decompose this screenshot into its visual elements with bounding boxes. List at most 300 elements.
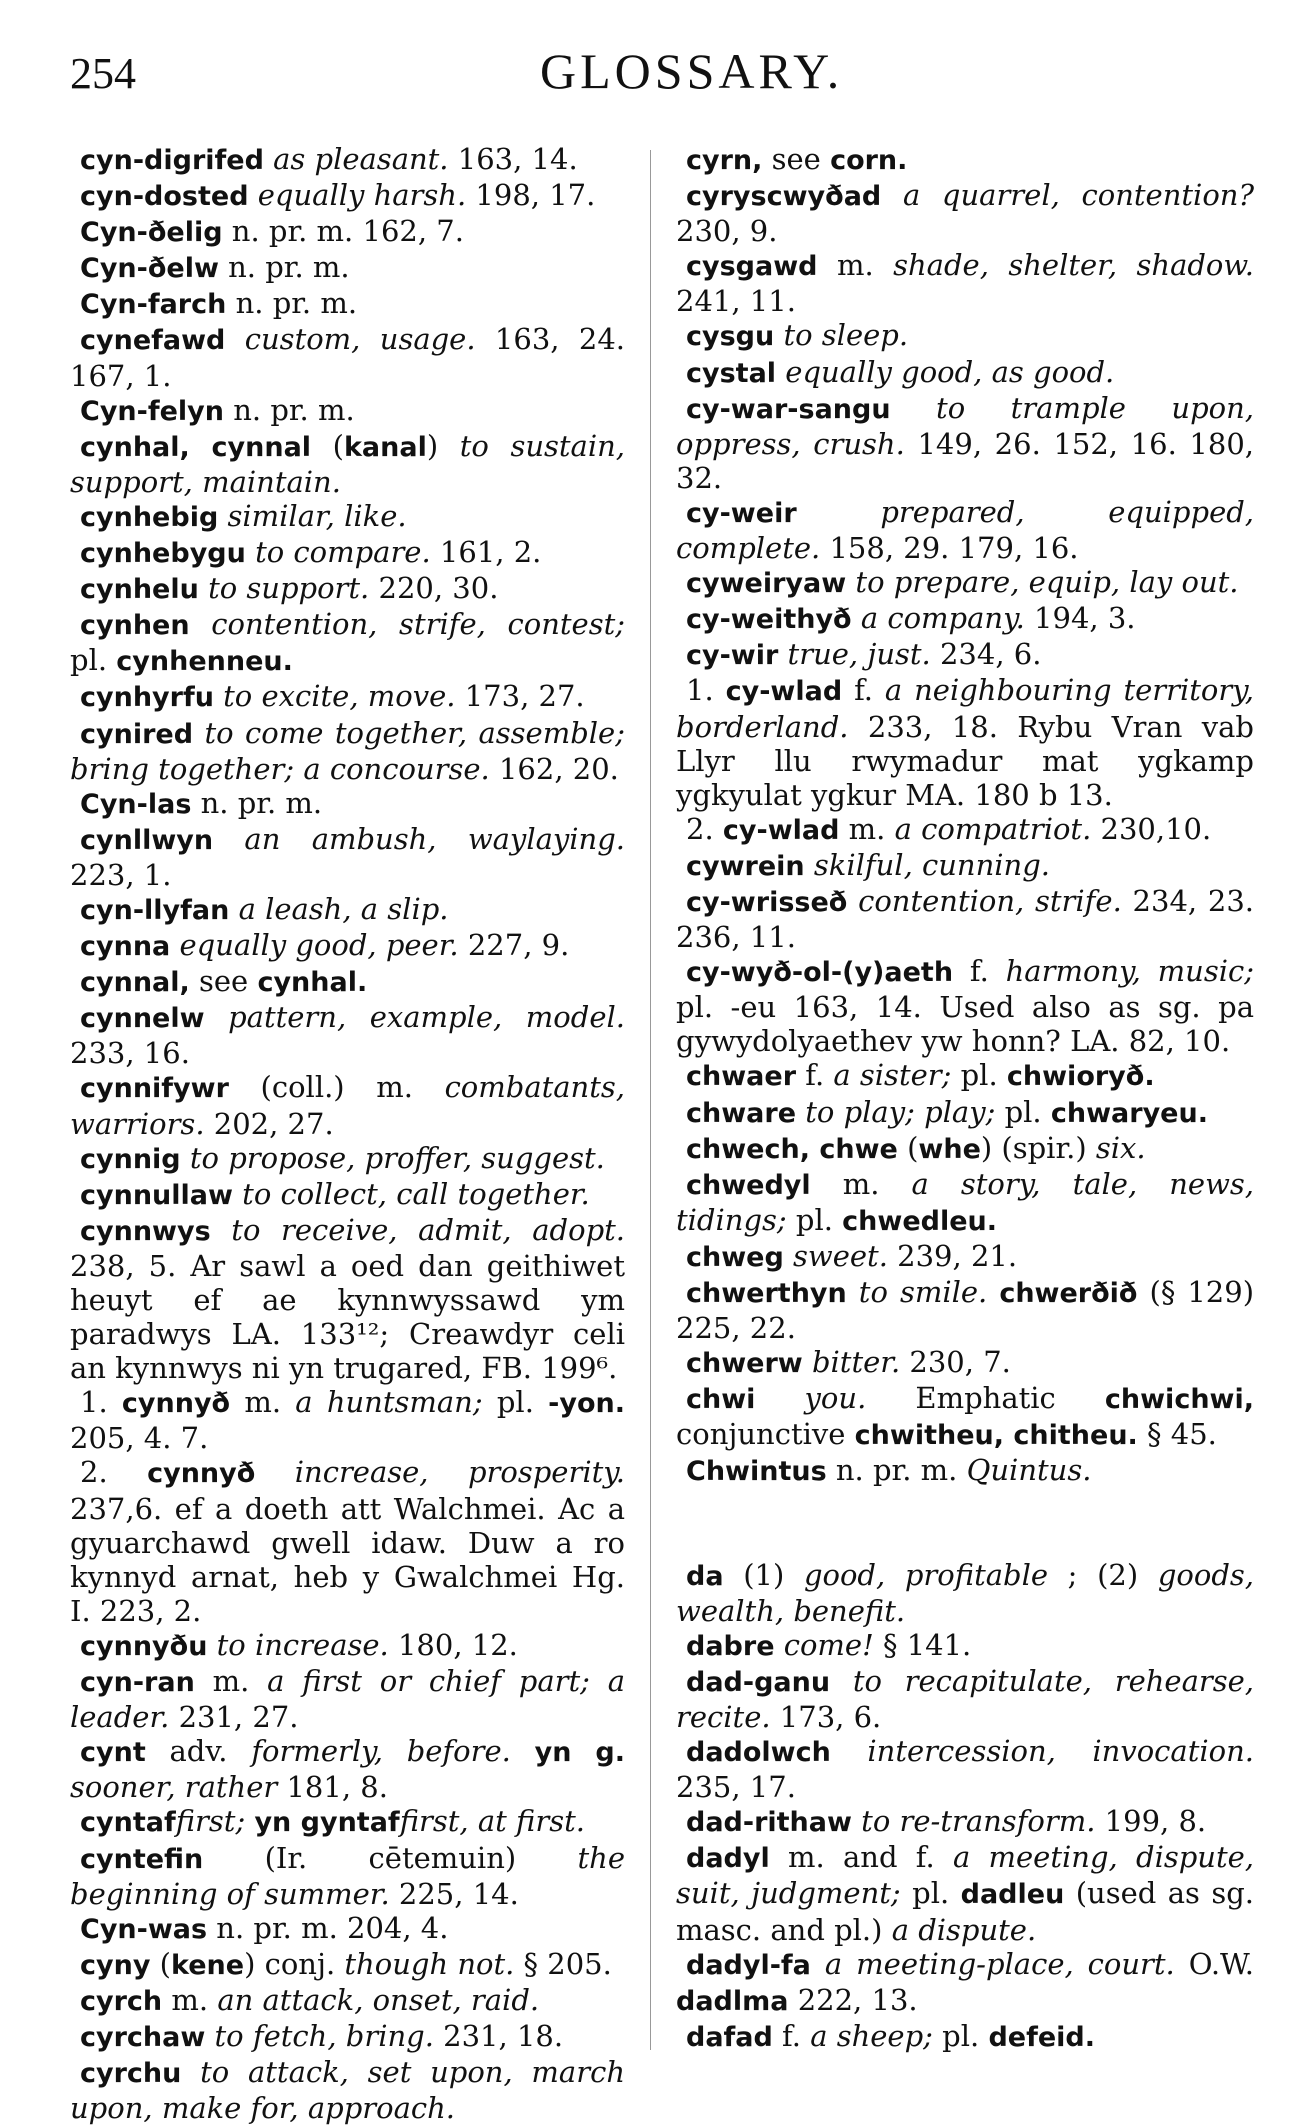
entry-text: 231, 18. (433, 2018, 564, 2053)
gloss: a sheep; (810, 2018, 933, 2053)
entry-text: m. (194, 1664, 268, 1699)
entry-text: 223, 1. (70, 857, 172, 892)
entry-text: n. pr. m. 162, 7. (222, 214, 464, 249)
entry-text: 230, 7. (900, 1345, 1011, 1380)
entry-text (784, 1239, 793, 1273)
headword: cy-wlad (725, 676, 843, 708)
glossary-entry (70, 1804, 625, 1840)
entry-text (776, 355, 785, 389)
glossary-entry (70, 1000, 625, 1070)
entry-text: n. pr. m. 204, 4. (207, 1910, 449, 1945)
headword: whe (918, 1133, 981, 1165)
headword: cynnyð (147, 1458, 256, 1490)
glossary-entry (676, 248, 1254, 318)
entry-text: n. pr. m. (191, 785, 323, 820)
entry-text: n. pr. m. (826, 1453, 967, 1488)
gloss: to propose, proffer, suggest. (189, 1140, 605, 1175)
headword: cy-wir (686, 640, 779, 672)
headword: dabre (686, 1630, 775, 1662)
entry-text: § 205. (514, 1946, 612, 1981)
entry-text: ( (311, 428, 344, 463)
entry-text: 173, 27. (455, 679, 585, 714)
headword: Chwintus (686, 1456, 827, 1488)
glossary-entry (70, 535, 625, 571)
glossary-entry (70, 928, 625, 964)
headword: chwioryð. (1006, 1061, 1155, 1093)
entry-text (796, 1095, 805, 1129)
headword: cynnullaw (80, 1179, 233, 1211)
entry-text: 235, 17. (676, 1770, 796, 1805)
glossary-entry (676, 1664, 1254, 1734)
headword: cynnyðu (80, 1630, 208, 1662)
entry-text (264, 142, 273, 176)
entry-text (891, 391, 936, 425)
entry-text: m. (839, 811, 895, 846)
gloss: to smile. (858, 1275, 988, 1309)
entry-text: see (762, 142, 831, 176)
glossary-entry (676, 178, 1254, 248)
entry-text: 222, 13. (788, 1982, 918, 2017)
headword: chware (686, 1097, 797, 1129)
headword: Cyn-ðelig (80, 217, 223, 249)
entry-text: 198, 17. (466, 178, 596, 213)
entry-text: f. (772, 2018, 811, 2053)
glossary-entry (70, 393, 625, 429)
headword: cysgawd (686, 251, 818, 283)
entry-text (214, 679, 223, 713)
entry-text (847, 1275, 859, 1309)
headword: cynna (80, 931, 171, 963)
entry-text: Emphatic (866, 1381, 1105, 1416)
gloss: contention, strife, contest; (211, 607, 625, 642)
entry-text: f. (796, 1058, 834, 1093)
entry-text: m. and f. (769, 1840, 953, 1875)
glossary-entry (676, 1058, 1254, 1094)
glossary-entry (70, 322, 625, 392)
headword: Cyn-farch (80, 289, 227, 321)
gloss: first, at first. (399, 1804, 585, 1839)
entry-text (170, 928, 179, 962)
glossary-entry (70, 786, 625, 822)
headword: chwerw (686, 1348, 803, 1380)
gloss: six. (1095, 1130, 1146, 1165)
entry-text: (Ir. cētemuin) (203, 1840, 578, 1875)
entry-text (181, 2055, 200, 2089)
entry-text (847, 884, 858, 918)
gloss: to compare. (255, 535, 431, 570)
entry-text (213, 822, 244, 856)
glossary-entry (70, 1664, 625, 1734)
glossary-entry (70, 822, 625, 892)
glossary-entry (70, 1734, 625, 1804)
headword: yn gyntaf (254, 1807, 400, 1839)
headword: cyn-dosted (80, 181, 249, 213)
gloss: a first or chief part; a leader. (70, 1664, 626, 1735)
headword: chwi (686, 1384, 756, 1416)
headword: cynllwyn (80, 824, 214, 856)
glossary-entry (676, 884, 1254, 954)
gloss: to support. (208, 571, 370, 606)
headword: dad-ganu (686, 1666, 831, 1698)
headword: defeid. (988, 2021, 1095, 2053)
entry-text (249, 178, 258, 212)
headword: cyn-llyfan (80, 894, 230, 926)
headword: cynhebig (80, 501, 219, 533)
entry-text: 163, 14. (448, 142, 578, 176)
gloss: to come together, assemble; bring together; a concourse. (70, 715, 625, 786)
glossary-entry (70, 1385, 625, 1455)
glossary-entry (676, 1239, 1254, 1275)
entry-text: f. (842, 673, 885, 708)
gloss: true, just. (787, 637, 931, 672)
entry-text (881, 178, 903, 212)
gloss: an attack, onset, raid. (217, 1982, 540, 2017)
entry-text (207, 1628, 216, 1662)
glossary-entry (676, 391, 1254, 495)
entry-text: 220, 30. (369, 571, 499, 606)
gloss: a story, tale, news, tidings; (676, 1166, 1254, 1237)
headword: kanal (343, 431, 427, 463)
entry-text: conjunctive (676, 1417, 855, 1452)
entry-text (205, 1000, 229, 1034)
glossary-entry (676, 848, 1254, 884)
entry-text: m. (162, 1982, 218, 2017)
entry-text (225, 322, 244, 356)
entry-text: 233, 18. Rybu Vran vab Llyr llu rwymadur mat ygkamp ygkyulat ygkur MA. 180 b 13. (676, 709, 1254, 812)
headword: cyn-ran (80, 1667, 195, 1699)
headword: -yon. (548, 1388, 625, 1420)
entry-text (775, 1628, 784, 1662)
entry-text: ) (426, 428, 460, 463)
gloss: Quintus. (966, 1453, 1092, 1488)
glossary-entry (676, 637, 1254, 673)
gloss: bitter. (811, 1345, 901, 1380)
gloss: to collect, call together. (242, 1176, 590, 1211)
gloss: a quarrel, contention? (902, 178, 1254, 213)
gloss: contention, strife. (858, 883, 1122, 918)
headword: Cyn-was (80, 1913, 208, 1945)
entry-text: 2. (686, 811, 723, 846)
gloss: equally good, peer. (179, 928, 459, 963)
glossary-entry (676, 1275, 1254, 1345)
entry-text: ) conj. (244, 1946, 345, 1981)
gloss: to play; play; (805, 1094, 996, 1129)
gloss: to sleep. (783, 318, 909, 353)
entry-text: 225, 14. (389, 1876, 519, 1911)
glossary-entry (70, 178, 625, 214)
entry-text: ( (150, 1946, 171, 1981)
headword: cynnyð (121, 1388, 231, 1420)
headword: cynhal. (257, 967, 368, 999)
headword: cy-war-sangu (686, 393, 891, 425)
entry-text (233, 1177, 242, 1211)
page-number: 254 (70, 49, 136, 98)
headword: chwichwi, (1104, 1384, 1254, 1416)
entry-text: 230,10. (1091, 811, 1212, 846)
headword: chwedleu. (842, 1205, 998, 1237)
gloss: good, profitable (803, 1557, 1049, 1592)
entry-text (987, 1275, 999, 1309)
gloss: to sustain, support, maintain. (70, 428, 625, 499)
gloss: combatants, warriors. (70, 1070, 625, 1141)
glossary-entry (70, 716, 625, 786)
glossary-entry (676, 2019, 1254, 2055)
gloss: to excite, move. (223, 679, 456, 714)
headword: dadyl-fa (686, 1949, 811, 1981)
headword: chwerthyn (686, 1278, 847, 1309)
headword: cyny (80, 1949, 151, 1981)
gloss: a huntsman; (295, 1385, 483, 1420)
headword: dadlma (676, 1985, 789, 2017)
glossary-entry (676, 1628, 1254, 1664)
glossary-entry (70, 1177, 625, 1213)
headword: Cyn-ðelw (80, 253, 219, 285)
headword: dadleu (960, 1879, 1065, 1911)
glossary-entry (676, 565, 1254, 601)
headword: cyrchaw (80, 2021, 206, 2053)
headword: cyn-digrifed (80, 145, 264, 176)
entry-text (797, 495, 881, 529)
glossary-entry (70, 607, 625, 679)
entry-text: 230, 9. (676, 214, 778, 249)
gloss: a compatriot. (894, 811, 1092, 846)
entry-text (190, 607, 212, 641)
entry-text: 149, 26. 152, 16. 180, 32. (676, 426, 1255, 495)
entry-text: O.W. (1174, 1946, 1255, 1981)
entry-text: 234, 23. 236, 11. (676, 883, 1254, 955)
gloss: come! (783, 1627, 874, 1662)
glossary-entry (676, 1804, 1254, 1840)
glossary-entry (70, 1628, 625, 1664)
entry-text: 162, 20. (489, 751, 619, 786)
entry-text (778, 637, 787, 671)
gloss: you. (804, 1381, 867, 1416)
entry-text: § 141. (873, 1627, 972, 1662)
headword: cyntefin (80, 1843, 204, 1875)
entry-text: pl. -eu 163, 14. Used also as sg. pa gywydolyaethev yw honn? LA. 82, 10. (676, 990, 1254, 1059)
entry-text: 199, 8. (1095, 1804, 1207, 1839)
gloss: to trample upon, oppress, crush. (676, 390, 1255, 461)
headword: cynnifywr (80, 1073, 229, 1105)
headword: cynefawd (80, 325, 226, 357)
entry-text: 173, 6. (770, 1699, 882, 1734)
gloss: equally good, as good. (785, 354, 1115, 389)
entry-text: (1) (723, 1557, 804, 1592)
entry-text: 180, 12. (388, 1627, 518, 1662)
entry-text: m. (810, 1166, 912, 1201)
headword: dafad (686, 2021, 773, 2053)
right-column (676, 142, 1254, 2055)
glossary-entry (676, 1345, 1254, 1381)
glossary-entry (676, 495, 1254, 565)
headword: cy-wrisseð (686, 886, 848, 918)
entry-text (805, 848, 814, 882)
gloss: to prepare, equip, lay out. (855, 565, 1239, 600)
glossary-entry (676, 673, 1254, 811)
glossary-entry (676, 1840, 1254, 1946)
entry-text: 194, 3. (1024, 601, 1136, 636)
gloss: similar, like. (227, 498, 407, 533)
headword: corn. (830, 145, 908, 176)
entry-text: pl. (951, 1058, 1007, 1093)
headword: cynhelu (80, 574, 199, 606)
entry-text: pl. (70, 643, 117, 678)
glossary-entry (676, 1095, 1254, 1131)
glossary-entry (676, 812, 1254, 848)
gloss: a leash, a slip. (238, 891, 449, 926)
entry-text: 181, 8. (277, 1770, 388, 1805)
gloss: a company. (860, 601, 1025, 636)
entry-text: 2. (80, 1455, 148, 1490)
glossary-entry (70, 1947, 625, 1983)
entry-text: adv. (145, 1734, 252, 1769)
entry-text: 1. (80, 1385, 122, 1420)
glossary-entry (70, 429, 625, 499)
glossary-entry (70, 1911, 625, 1947)
entry-text: see (189, 964, 258, 999)
headword: dad-rithaw (686, 1807, 852, 1839)
glossary-entry (70, 571, 625, 607)
entry-text: 1. (686, 673, 726, 708)
section-gap (676, 1490, 1254, 1558)
headword: cystal (686, 357, 777, 389)
headword: cynhenneu. (116, 646, 293, 678)
gloss: the beginning of summer. (70, 1840, 625, 1911)
glossary-entry (70, 1213, 625, 1385)
headword: cyweiryaw (686, 568, 847, 600)
entry-text: 233, 16. (70, 1036, 190, 1071)
entry-text (193, 716, 204, 750)
headword: cynnig (80, 1143, 181, 1175)
entry-text (852, 1804, 861, 1838)
glossary-entry (70, 142, 625, 178)
entry-text: 238, 5. Ar sawl a oed dan geithiwet heuyt ef ae kynnwyssawd ym paradwys LA. 133¹²; Creawdyr celi an kynnwys ni yn trugared, FB. 199⁶. (70, 1248, 625, 1386)
glossary-entry (70, 1070, 625, 1140)
headword: chwitheu, chitheu. (854, 1420, 1138, 1452)
headword: kene (170, 1949, 245, 1981)
headword: cy-weithyð (686, 604, 852, 636)
gloss: a meeting-place, court. (824, 1946, 1175, 1981)
headword: cynhen (80, 610, 190, 642)
gloss: intercession, invocation. (867, 1734, 1254, 1769)
entry-text: pl. (995, 1094, 1051, 1129)
entry-text: n. pr. m. (226, 286, 358, 321)
entry-text: 239, 21. (887, 1238, 1018, 1273)
gloss: though not. (344, 1946, 515, 1981)
gloss: sooner, rather (70, 1770, 278, 1805)
gloss: increase, prosperity. (294, 1455, 625, 1490)
entry-text: m. (230, 1385, 296, 1420)
glossary-entry (676, 1734, 1254, 1804)
entry-text (255, 1455, 294, 1489)
entry-text (811, 1947, 825, 1981)
glossary-entry (70, 250, 625, 286)
gloss: custom, usage. (244, 322, 476, 357)
column-divider (650, 150, 651, 2050)
entry-text: pl. (786, 1202, 843, 1237)
headword: cy-wlad (722, 814, 840, 846)
headword: cy-weir (686, 497, 797, 529)
entry-text (852, 601, 861, 635)
entry-text: (used as sg. masc. and pl.) (676, 1876, 1255, 1947)
entry-text: n. pr. m. (218, 250, 350, 285)
gloss: a neighbouring territory, borderland. (676, 673, 1254, 744)
gloss: a sister; (833, 1058, 952, 1093)
glossary-entry (676, 1947, 1254, 2019)
entry-text: 202, 27. (204, 1106, 334, 1141)
glossary-entry (70, 892, 625, 928)
entry-text: § 45. (1137, 1417, 1217, 1452)
headword: cyntaf (80, 1807, 176, 1839)
headword: cynnelw (80, 1003, 205, 1035)
gloss: to increase. (216, 1627, 389, 1662)
headword: chwaryeu. (1050, 1097, 1208, 1129)
headword: cynhal, cynnal (80, 431, 312, 463)
headword: cynnal, (80, 967, 190, 999)
glossary-entry (70, 964, 625, 1000)
entry-text (229, 892, 238, 926)
entry-text (199, 571, 208, 605)
entry-text (830, 1664, 853, 1698)
entry-text: pl. (482, 1385, 549, 1420)
gloss: equally harsh. (257, 178, 467, 213)
entry-text (205, 2019, 214, 2053)
headword: cyrch (80, 1985, 163, 2017)
gloss: to attack, set upon, march upon, make for, approach. (70, 2055, 625, 2125)
headword: cynt (80, 1737, 146, 1769)
headword: chweg (686, 1241, 784, 1273)
entry-text: 161, 2. (430, 535, 542, 570)
headword: chwedyl (686, 1169, 811, 1201)
entry-text (181, 1141, 190, 1175)
headword: cynhyrfu (80, 682, 214, 714)
headword: Cyn-las (80, 788, 192, 820)
headword: yn g. (534, 1737, 626, 1769)
entry-text: 163, 24. 167, 1. (70, 322, 625, 393)
right-column-bottom (676, 1558, 1254, 2055)
headword: cywrein (686, 850, 805, 882)
entry-text (246, 535, 255, 569)
entry-text (755, 1381, 804, 1415)
glossary-entry (70, 679, 625, 715)
gloss: formerly, before. (251, 1734, 511, 1769)
glossary-entry (70, 1455, 625, 1627)
entry-text: n. pr. m. (223, 392, 355, 427)
glossary-entry (676, 1167, 1254, 1239)
glossary-entry (70, 1983, 625, 2019)
headword: da (686, 1560, 724, 1592)
entry-text: pl. (932, 2018, 989, 2053)
glossary-entry (70, 1841, 625, 1911)
gloss: harmony, music; (1005, 954, 1255, 989)
entry-text (831, 1734, 868, 1768)
glossary-entry (70, 1141, 625, 1177)
headword: cyrn, (686, 145, 763, 176)
gloss: a meeting, dispute, suit, judgment; (676, 1840, 1254, 1911)
entry-text: m. (817, 248, 894, 283)
gloss: skilful, cunning. (813, 847, 1051, 882)
headword: cynired (80, 718, 194, 750)
entry-text: ) (spir.) (980, 1130, 1096, 1165)
headword: cynnwys (80, 1215, 211, 1247)
gloss: to receive, admit, adopt. (231, 1212, 625, 1247)
page-title: GLOSSARY. (540, 43, 844, 99)
headword: dadolwch (686, 1737, 831, 1769)
headword: chwerðið (999, 1278, 1138, 1309)
gloss: first; (175, 1804, 246, 1839)
headword: Cyn-felyn (80, 395, 224, 427)
entry-text (511, 1734, 535, 1768)
